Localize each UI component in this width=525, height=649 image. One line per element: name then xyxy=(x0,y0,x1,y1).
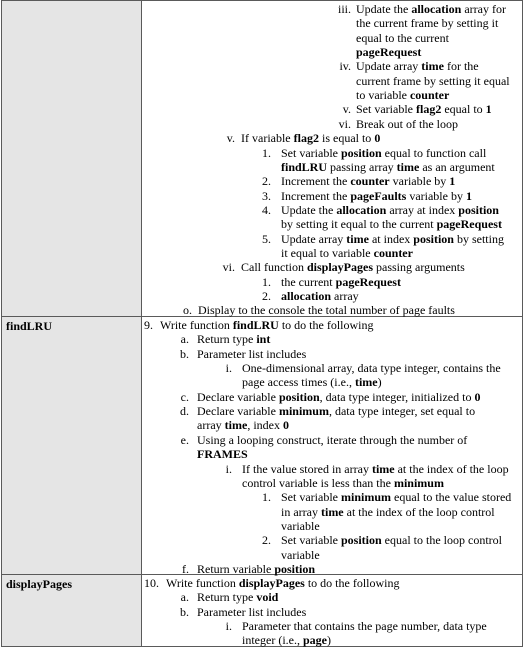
list-marker: 5. xyxy=(262,231,271,246)
list-item-text xyxy=(197,404,475,418)
list-item-text xyxy=(160,318,374,332)
bold-term: counter xyxy=(409,88,450,103)
list-item-text xyxy=(281,203,499,217)
text-run: equal to the value stored xyxy=(391,490,512,505)
bold-term: counter xyxy=(350,174,390,189)
requirements-table xyxy=(1,0,523,647)
text-run: Update the xyxy=(281,202,337,217)
list-marker: b. xyxy=(180,346,189,361)
list-item-text xyxy=(197,390,480,404)
list-item-text xyxy=(197,347,306,361)
list-marker: 3. xyxy=(262,188,271,203)
list-item-text xyxy=(281,189,472,203)
text-run: Set variable xyxy=(281,145,341,160)
text-run: Write function xyxy=(166,576,239,590)
text-run: ) xyxy=(377,375,382,390)
bold-term: time xyxy=(346,231,369,246)
bold-term: position xyxy=(278,389,320,404)
list-item-text xyxy=(197,433,467,447)
text-run: at index xyxy=(368,231,414,246)
text-run: at the index of the loop control xyxy=(343,504,495,519)
text-run: control variable is less than the xyxy=(242,475,394,490)
bold-term: displayPages xyxy=(238,576,305,590)
bold-term: pageRequest xyxy=(436,217,502,232)
list-item-text xyxy=(281,275,401,289)
bold-term: allocation xyxy=(411,2,462,16)
bold-term: flag2 xyxy=(293,131,319,146)
bold-term: counter xyxy=(373,245,413,260)
list-item-text xyxy=(281,548,320,562)
list-item-text xyxy=(356,45,421,59)
list-marker: 1. xyxy=(262,274,271,289)
text-run: to variable xyxy=(356,88,410,103)
text-run: Break out of the loop xyxy=(356,116,458,131)
text-run: Return type xyxy=(197,332,257,347)
table-row xyxy=(2,1,523,317)
text-run: Return type xyxy=(197,590,257,605)
bold-term: time xyxy=(371,461,395,476)
list-marker: i. xyxy=(225,619,232,634)
text-run: , data type integer, set equal to xyxy=(328,404,476,419)
text-run: If the value stored in array xyxy=(242,461,372,476)
list-item-text xyxy=(242,619,487,633)
bold-term: allocation xyxy=(336,202,387,217)
text-run: current frame by setting it equal xyxy=(356,73,510,88)
steps-cell xyxy=(142,317,523,575)
list-item-text xyxy=(281,174,455,188)
text-run: One-dimensional array, data type integer, contains the xyxy=(242,361,501,376)
text-run: Parameter list includes xyxy=(197,604,307,619)
list-item-text xyxy=(356,59,479,73)
list-item-text xyxy=(281,490,511,504)
function-label xyxy=(2,1,141,5)
bold-term: pageRequest xyxy=(335,274,401,289)
text-run: Set variable xyxy=(281,490,341,505)
text-run: by setting it equal to the current xyxy=(281,217,437,232)
list-item-text xyxy=(281,533,502,547)
list-item-text xyxy=(356,88,449,102)
steps-cell xyxy=(142,1,523,317)
list-marker: iv. xyxy=(339,59,351,74)
list-item-text xyxy=(356,31,449,45)
text-run: is equal to xyxy=(318,131,375,146)
bold-term: time xyxy=(354,375,378,390)
list-marker: 1. xyxy=(262,145,271,160)
list-item-text xyxy=(281,289,359,303)
list-item-text xyxy=(356,117,458,131)
text-run: at the index of the loop xyxy=(394,461,509,476)
text-run: the current frame by setting it xyxy=(356,16,499,31)
list-item-text xyxy=(198,303,455,317)
list-item-text xyxy=(241,131,380,145)
list-marker: i. xyxy=(225,361,232,376)
bold-term: flag2 xyxy=(415,102,442,117)
text-run: Call function xyxy=(241,260,307,275)
list-marker: 1. xyxy=(262,490,271,505)
list-marker: 2. xyxy=(262,533,271,548)
list-item-text xyxy=(242,476,444,490)
bold-term: displayPages xyxy=(307,260,374,275)
list-item-text xyxy=(197,447,248,461)
bold-term: pageRequest xyxy=(356,45,422,60)
list-marker: c. xyxy=(180,389,189,404)
text-run: array xyxy=(197,418,225,433)
list-marker: i. xyxy=(225,461,232,476)
list-item-text xyxy=(356,102,492,116)
text-run: variable xyxy=(281,547,320,562)
list-item-text xyxy=(242,375,382,389)
bold-term: pageFaults xyxy=(350,188,407,203)
text-run: equal to the current xyxy=(356,30,449,45)
list-item-text xyxy=(242,462,509,476)
list-marker: 2. xyxy=(262,289,271,303)
bold-term: 0 xyxy=(282,418,289,433)
text-run: it equal to variable xyxy=(281,245,374,260)
bold-term: void xyxy=(256,590,279,605)
text-run: Increment the xyxy=(281,188,351,203)
bold-term: allocation xyxy=(281,289,331,303)
text-run: the current xyxy=(281,274,336,289)
bold-term: findLRU xyxy=(281,159,328,174)
list-marker: v. xyxy=(226,131,235,146)
table-row xyxy=(2,575,523,647)
list-item-text xyxy=(166,576,400,590)
text-run: to do the following xyxy=(278,318,374,332)
bold-term: int xyxy=(256,332,271,347)
list-marker: f. xyxy=(182,561,189,576)
text-run: page access times (i.e., xyxy=(242,375,355,390)
bold-term: 0 xyxy=(374,131,381,146)
list-item-text xyxy=(197,562,315,576)
bold-term: time xyxy=(421,59,444,74)
list-marker: d. xyxy=(180,404,189,419)
text-run: Update array xyxy=(356,59,422,74)
bold-term: minimum xyxy=(278,404,329,419)
function-label-cell xyxy=(2,1,142,317)
bold-term: 0 xyxy=(474,389,481,404)
bold-term: 1 xyxy=(449,174,456,189)
list-item-text xyxy=(197,332,270,346)
text-run: Update array xyxy=(281,231,347,246)
list-item-text xyxy=(242,633,331,647)
text-run: as an argument xyxy=(419,159,495,174)
text-run: in array xyxy=(281,504,321,519)
text-run: , index xyxy=(247,418,283,433)
bold-term: position xyxy=(340,145,382,160)
list-marker: v. xyxy=(342,102,351,117)
text-run: array for xyxy=(461,2,506,16)
list-item-text xyxy=(281,246,413,260)
table-row xyxy=(2,317,523,575)
text-run: Write function xyxy=(160,318,233,332)
list-marker: vi. xyxy=(222,260,235,275)
list-marker: b. xyxy=(180,604,189,619)
text-run: for the xyxy=(443,59,479,74)
bold-term: 1 xyxy=(465,188,472,203)
text-run: array xyxy=(331,289,359,303)
list-item-text xyxy=(356,74,510,88)
text-run: passing array xyxy=(327,159,397,174)
bold-term: time xyxy=(396,159,420,174)
list-marker: iii. xyxy=(337,2,351,16)
list-marker: 9. xyxy=(144,318,153,332)
text-run: to do the following xyxy=(304,576,400,590)
text-run: by setting xyxy=(453,231,504,246)
text-run: Set variable xyxy=(356,102,416,117)
list-item-text xyxy=(281,505,495,519)
bold-term: FRAMES xyxy=(197,447,248,462)
list-item-text xyxy=(281,146,486,160)
list-item-text xyxy=(281,160,495,174)
text-run: equal to function call xyxy=(381,145,487,160)
list-item-text xyxy=(242,361,501,375)
bold-term: minimum xyxy=(393,475,444,490)
list-item-text xyxy=(281,217,502,231)
list-item-text xyxy=(197,605,306,619)
bold-term: position xyxy=(340,533,382,548)
list-item-text xyxy=(241,260,465,274)
function-label-cell xyxy=(2,575,142,647)
text-run: If variable xyxy=(241,131,294,146)
list-marker: o. xyxy=(183,303,192,318)
function-label: displayPages xyxy=(6,577,73,591)
text-run: Display to the console the total number of page faults xyxy=(198,303,455,318)
text-run: variable by xyxy=(389,174,450,189)
list-item-text xyxy=(281,232,504,246)
text-run: , data type integer, initialized to xyxy=(319,389,475,404)
text-run: Declare variable xyxy=(197,389,279,404)
bold-term: minimum xyxy=(340,490,391,505)
text-run: Using a looping construct, iterate through the number of xyxy=(197,432,468,447)
text-run: integer (i.e., xyxy=(242,633,303,648)
bold-term: position xyxy=(458,202,499,217)
text-run: Return variable xyxy=(197,561,275,576)
text-run: Increment the xyxy=(281,174,351,189)
bold-term: time xyxy=(320,504,344,519)
function-label: findLRU xyxy=(6,319,53,333)
list-marker: 10. xyxy=(144,576,159,590)
list-item-text xyxy=(281,519,320,533)
text-run: variable xyxy=(281,518,320,533)
list-item-text xyxy=(356,16,498,30)
list-marker: e. xyxy=(180,432,189,447)
bold-term: page xyxy=(302,633,327,648)
text-run: array at index xyxy=(386,202,459,217)
text-run: equal to the loop control xyxy=(381,533,502,548)
list-marker: a. xyxy=(180,332,189,347)
function-label-cell xyxy=(2,317,142,575)
list-item-text xyxy=(197,590,278,604)
text-run: Parameter list includes xyxy=(197,346,307,361)
bold-term: time xyxy=(224,418,248,433)
steps-cell xyxy=(142,575,523,647)
text-run: equal to xyxy=(441,102,486,117)
text-run: Update the xyxy=(356,2,412,16)
bold-term: position xyxy=(274,561,315,576)
bold-term: 1 xyxy=(485,102,492,117)
text-run: Parameter that contains the page number, data type xyxy=(242,619,487,634)
list-marker: 2. xyxy=(262,174,271,189)
text-run: Declare variable xyxy=(197,404,279,419)
list-item-text xyxy=(197,418,289,432)
list-marker: a. xyxy=(180,590,189,605)
list-marker: vi. xyxy=(338,116,351,131)
text-run: variable by xyxy=(406,188,466,203)
text-run: passing arguments xyxy=(373,260,465,275)
bold-term: position xyxy=(413,231,454,246)
text-run: ) xyxy=(326,633,331,648)
list-marker: 4. xyxy=(262,202,271,217)
text-run: Set variable xyxy=(281,533,341,548)
bold-term: findLRU xyxy=(232,318,279,332)
list-item-text xyxy=(356,2,506,16)
